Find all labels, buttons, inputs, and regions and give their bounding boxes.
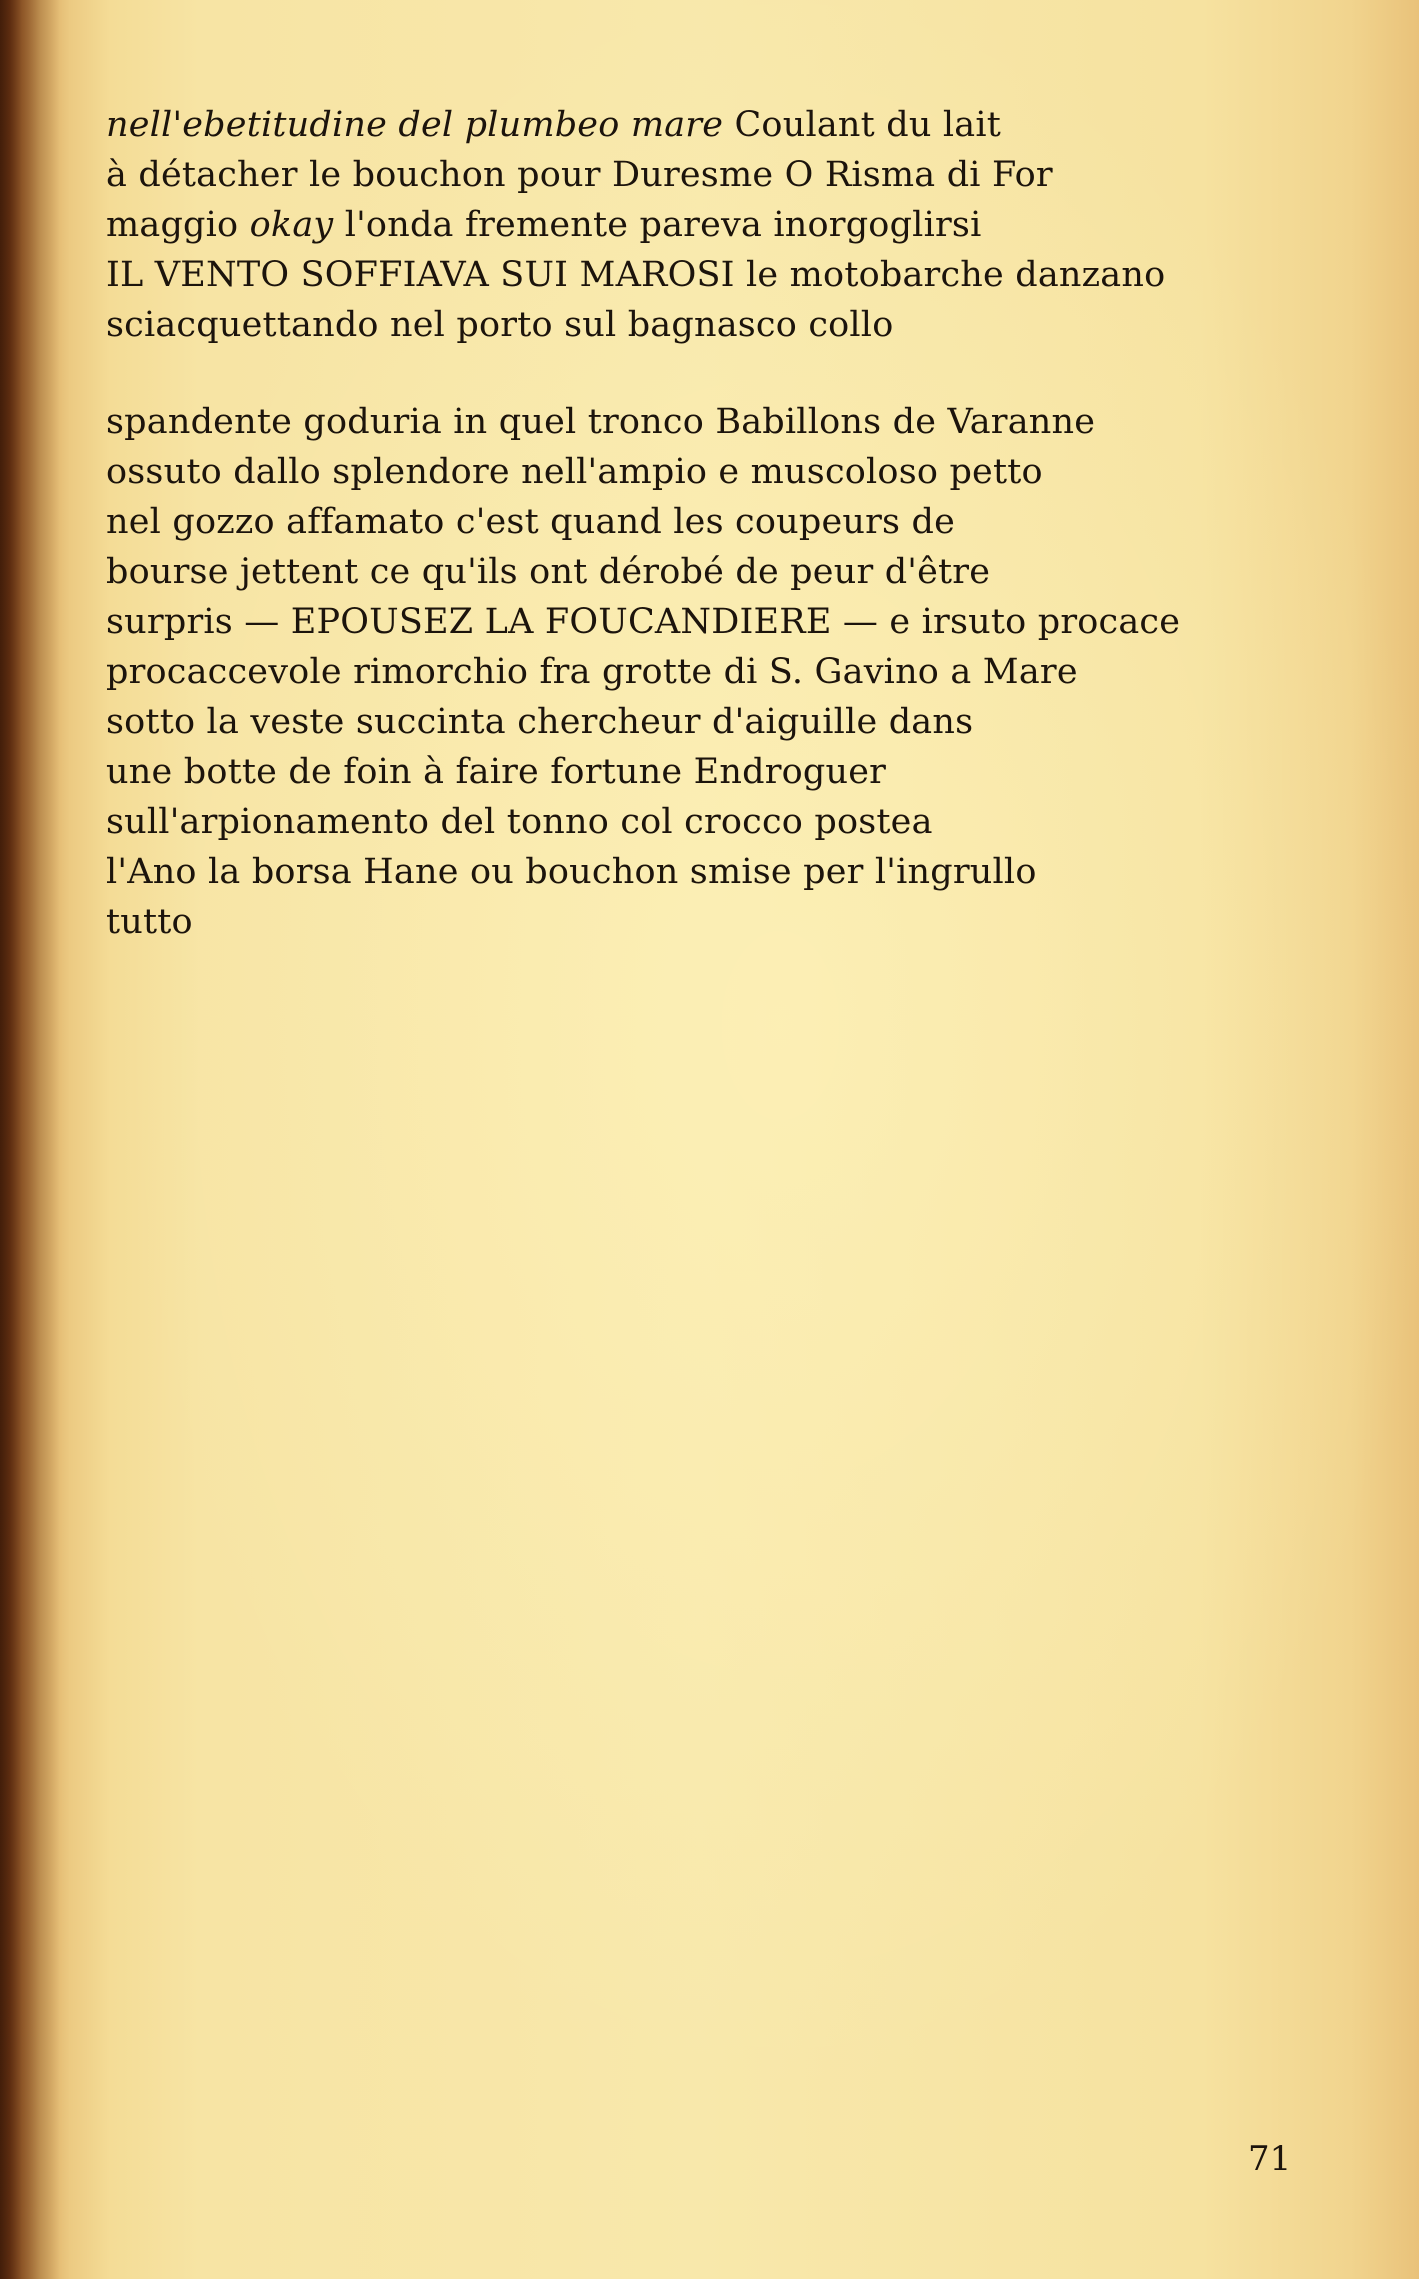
stanza-2-line-11: tutto bbox=[106, 902, 193, 942]
stanza-2-line-10: l'Ano la borsa Hane ou bouchon smise per l'ingrullo bbox=[106, 852, 1037, 892]
stanza-1-line-5: sciacquettando nel porto sul bagnasco collo bbox=[106, 305, 894, 345]
stanza-1-line-2: à détacher le bouchon pour Duresme O Risma di For bbox=[106, 155, 1053, 195]
italic-phrase: nell'ebetitudine del plumbeo mare bbox=[106, 105, 724, 145]
stanza-1-line-1 bbox=[106, 100, 1336, 150]
line-text: maggio bbox=[106, 205, 250, 245]
line-text: l'onda fremente pareva inorgoglirsi bbox=[333, 205, 982, 245]
page-number: 71 bbox=[1248, 2139, 1292, 2179]
stanza-2-line-9: sull'arpionamento del tonno col crocco postea bbox=[106, 802, 933, 842]
binding-shadow bbox=[0, 0, 60, 2279]
italic-word: okay bbox=[249, 205, 334, 245]
stanza-2-line-5: surpris — EPOUSEZ LA FOUCANDIERE — e irsuto procace bbox=[106, 602, 1181, 642]
stanza-1-line-3 bbox=[106, 200, 1336, 250]
line-text: Coulant du lait bbox=[723, 105, 1002, 145]
stanza-2-line-2: ossuto dallo splendore nell'ampio e muscoloso petto bbox=[106, 452, 1043, 492]
poem-text bbox=[106, 100, 1336, 947]
stanza-2-line-4: bourse jettent ce qu'ils ont dérobé de peur d'être bbox=[106, 552, 991, 592]
stanza-2-line-8: une botte de foin à faire fortune Endroguer bbox=[106, 752, 887, 792]
stanza-2 bbox=[106, 397, 1336, 947]
stanza-1 bbox=[106, 100, 1336, 350]
stanza-2-line-6: procaccevole rimorchio fra grotte di S. Gavino a Mare bbox=[106, 652, 1078, 692]
stanza-2-line-7: sotto la veste succinta chercheur d'aiguille dans bbox=[106, 702, 974, 742]
stanza-1-line-4: IL VENTO SOFFIAVA SUI MAROSI le motobarche danzano bbox=[106, 255, 1166, 295]
stanza-2-line-1: spandente goduria in quel tronco Babillons de Varanne bbox=[106, 402, 1096, 442]
stanza-2-line-3: nel gozzo affamato c'est quand les coupeurs de bbox=[106, 502, 956, 542]
